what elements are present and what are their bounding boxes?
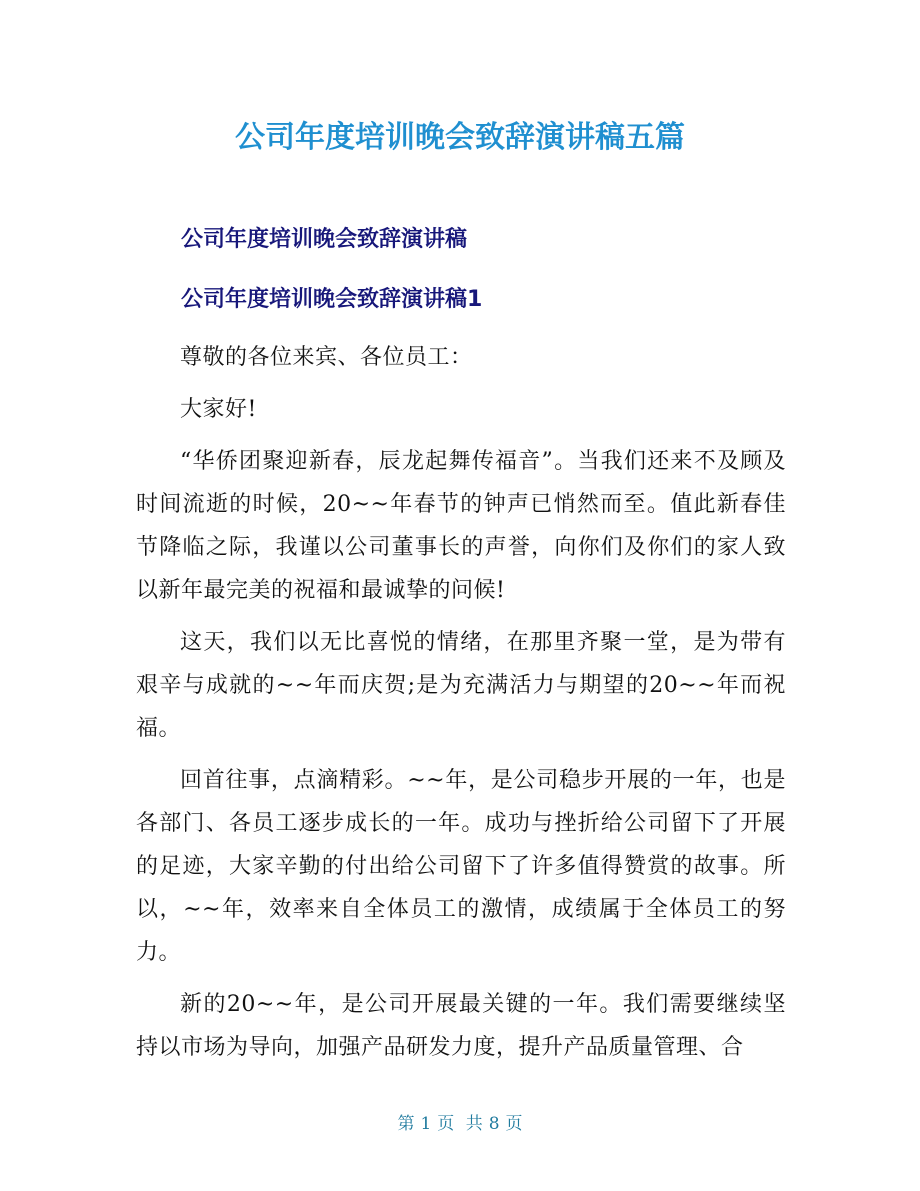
paragraph-celebration: 这天，我们以无比喜悦的情绪，在那里齐聚一堂，是为带有艰辛与成就的~~年而庆贺;是为充满活力与期望的20~~年而祝福。 (136, 630, 786, 741)
paragraph-greeting: 大家好! (180, 397, 257, 422)
subsection-heading: 公司年度培训晚会致辞演讲稿1 (181, 287, 483, 312)
paragraph-salutation: 尊敬的各位来宾、各位员工： (180, 345, 473, 370)
page-suffix: 页 (505, 1114, 523, 1134)
total-pages: 8 (488, 1114, 500, 1134)
page-prefix: 第 (397, 1114, 415, 1134)
document-title: 公司年度培训晚会致辞演讲稿五篇 (235, 120, 685, 155)
paragraph-new-year-blessing: “华侨团聚迎新春，辰龙起舞传福音”。当我们还来不及顾及时间流逝的时候，20~~年春节的钟声已悄然而至。值此新春佳节降临之际，我谨以公司董事长的声誉，向你们及你们的家人致以新年最完美的祝福和最诚挚的问候! (136, 449, 786, 603)
document-body (136, 336, 786, 1069)
paragraph-review: 回首往事，点滴精彩。~~年，是公司稳步开展的一年，也是各部门、各员工逐步成长的一年。成功与挫折给公司留下了开展的足迹，大家辛勤的付出给公司留下了许多值得赞赏的故事。所以，~~年，效率来自全体员工的激情，成绩属于全体员工的努力。 (136, 768, 786, 965)
page-footer (0, 1112, 920, 1136)
section-heading: 公司年度培训晚会致辞演讲稿 (181, 227, 468, 252)
page-number: 1 (420, 1114, 432, 1134)
page-mid: 页 共 (437, 1114, 483, 1134)
paragraph-outlook: 新的20~~年，是公司开展最关键的一年。我们需要继续坚持以市场为导向，加强产品研发力度，提升产品质量管理、合 (136, 992, 786, 1060)
